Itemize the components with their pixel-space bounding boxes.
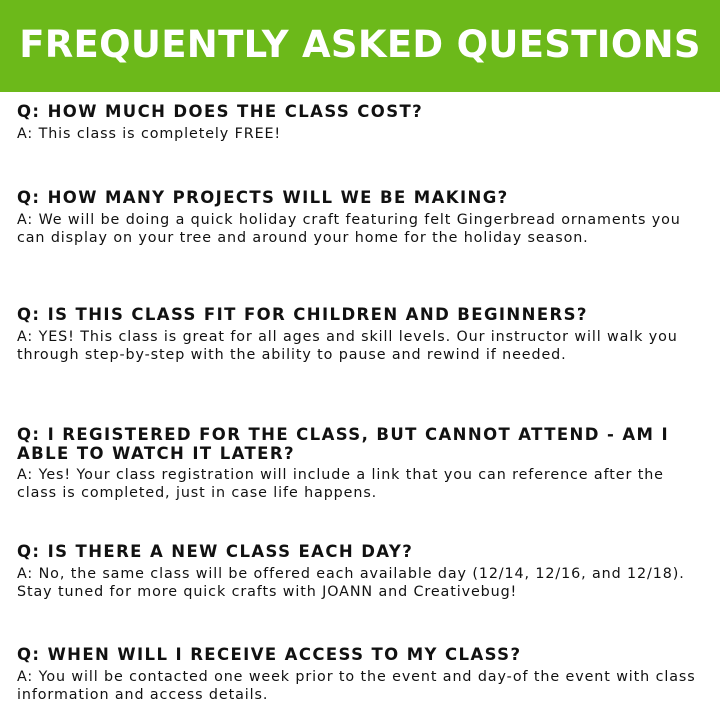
faq-question: Q: IS THIS CLASS FIT FOR CHILDREN AND BEGINNERS? xyxy=(17,305,588,324)
faq-header-banner xyxy=(0,0,720,92)
faq-answer: A: Yes! Your class registration will include a link that you can reference after the class is completed, just in case life happens. xyxy=(17,467,664,501)
faq-question: Q: IS THERE A NEW CLASS EACH DAY? xyxy=(17,542,414,561)
faq-item-new-class-each-day xyxy=(17,542,707,601)
faq-item-watch-later xyxy=(17,425,707,502)
page-title: FREQUENTLY ASKED QUESTIONS xyxy=(19,23,701,66)
faq-question: Q: I REGISTERED FOR THE CLASS, BUT CANNOT ATTEND - AM I ABLE TO WATCH IT LATER? xyxy=(17,425,670,463)
faq-question: Q: HOW MANY PROJECTS WILL WE BE MAKING? xyxy=(17,188,509,207)
faq-answer: A: YES! This class is great for all ages and skill levels. Our instructor will walk you through step-by-step with the ability to pause and rewind if needed. xyxy=(17,329,678,363)
faq-answer: A: We will be doing a quick holiday craft featuring felt Gingerbread ornaments you can display on your tree and around your home for the holiday season. xyxy=(17,212,681,246)
faq-item-projects xyxy=(17,188,707,247)
faq-answer: A: You will be contacted one week prior to the event and day-of the event with class information and access details. xyxy=(17,669,696,703)
faq-item-cost xyxy=(17,102,707,143)
faq-question: Q: WHEN WILL I RECEIVE ACCESS TO MY CLASS? xyxy=(17,645,522,664)
faq-item-children-beginners xyxy=(17,305,707,364)
faq-question: Q: HOW MUCH DOES THE CLASS COST? xyxy=(17,102,424,121)
faq-item-access xyxy=(17,645,707,704)
faq-answer: A: No, the same class will be offered each available day (12/14, 12/16, and 12/18). Stay tuned for more quick crafts with JOANN and Creativebug! xyxy=(17,566,685,600)
faq-answer: A: This class is completely FREE! xyxy=(17,126,282,142)
